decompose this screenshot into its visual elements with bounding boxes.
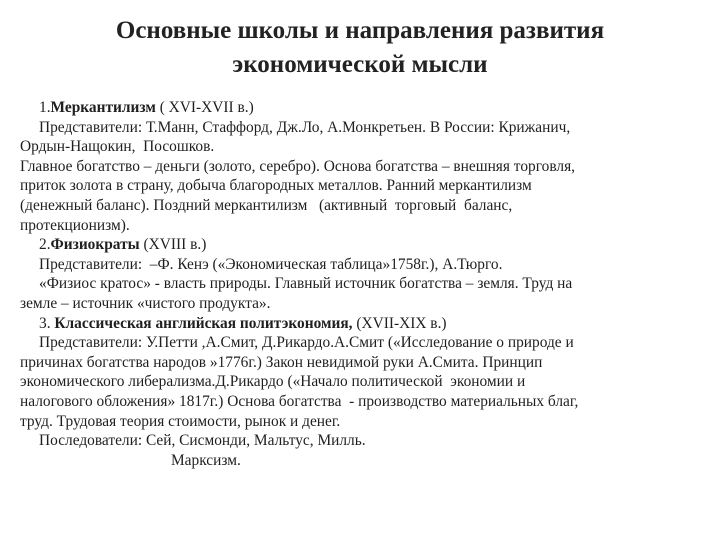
section-number: 2. [39, 236, 51, 254]
text-line: экономического либерализма.Д.Рикардо («Начало политической экономии и [20, 373, 526, 391]
section-period: ( XVI-XVII в.) [155, 99, 254, 116]
section-name: Классическая английская политэкономия, [54, 314, 353, 332]
title-line-1: Основные школы и направления развития [115, 17, 605, 44]
text-line: приток золота в страну, добыча благородных металлов. Ранний меркантилизм [20, 177, 532, 195]
text-line: Последователи: Сей, Сисмонди, Мальтус, Милль. [39, 432, 366, 450]
text-line: Марксизм. [171, 451, 241, 469]
text-line: Представители: У.Петти ,А.Смит, Д.Рикардо.А.Смит («Исследование о природе и [39, 334, 574, 352]
text-line: налогового обложения» 1817г.) Основа богатства - производство материальных благ, [20, 392, 579, 410]
title-line-2: экономической мысли [232, 51, 488, 78]
slide-title [60, 14, 660, 82]
text-line: (денежный баланс). Поздний меркантилизм (активный торговый баланс, [20, 196, 513, 214]
text-line: причинах богатства народов »1776г.) Закон невидимой руки А.Смита. Принцип [20, 353, 543, 371]
text-line: «Физиос кратос» - власть природы. Главный источник богатства – земля. Труд на [39, 275, 573, 293]
section-heading-classical [20, 314, 700, 334]
text-line: протекционизм). [20, 216, 130, 234]
section-heading-physiocrats [20, 235, 700, 255]
section-name: Меркантилизм [50, 99, 156, 116]
text-line: труд. Трудовая теория стоимости, рынок и денег. [20, 412, 341, 430]
text-line: Представители: Т.Манн, Стаффорд, Дж.Ло, А.Монкретьен. В России: Крижанич, [39, 118, 571, 136]
section-number: 1. [39, 99, 51, 116]
text-line: Главное богатство – деньги (золото, серебро). Основа богатства – внешняя торговля, [20, 157, 576, 175]
section-heading-mercantilism [20, 98, 700, 118]
section-period: (XVII-XIX в.) [352, 314, 447, 332]
section-number: 3. [39, 314, 55, 332]
section-period: (XVIII в.) [139, 236, 207, 254]
text-line: Ордын-Нащокин, Посошков. [20, 138, 215, 156]
section-name: Физиократы [50, 236, 140, 254]
text-line: Представители: –Ф. Кенэ («Экономическая таблица»1758г.), А.Тюрго. [39, 255, 503, 273]
slide-body [20, 98, 700, 470]
text-line: земле – источник «чистого продукта». [20, 294, 271, 312]
